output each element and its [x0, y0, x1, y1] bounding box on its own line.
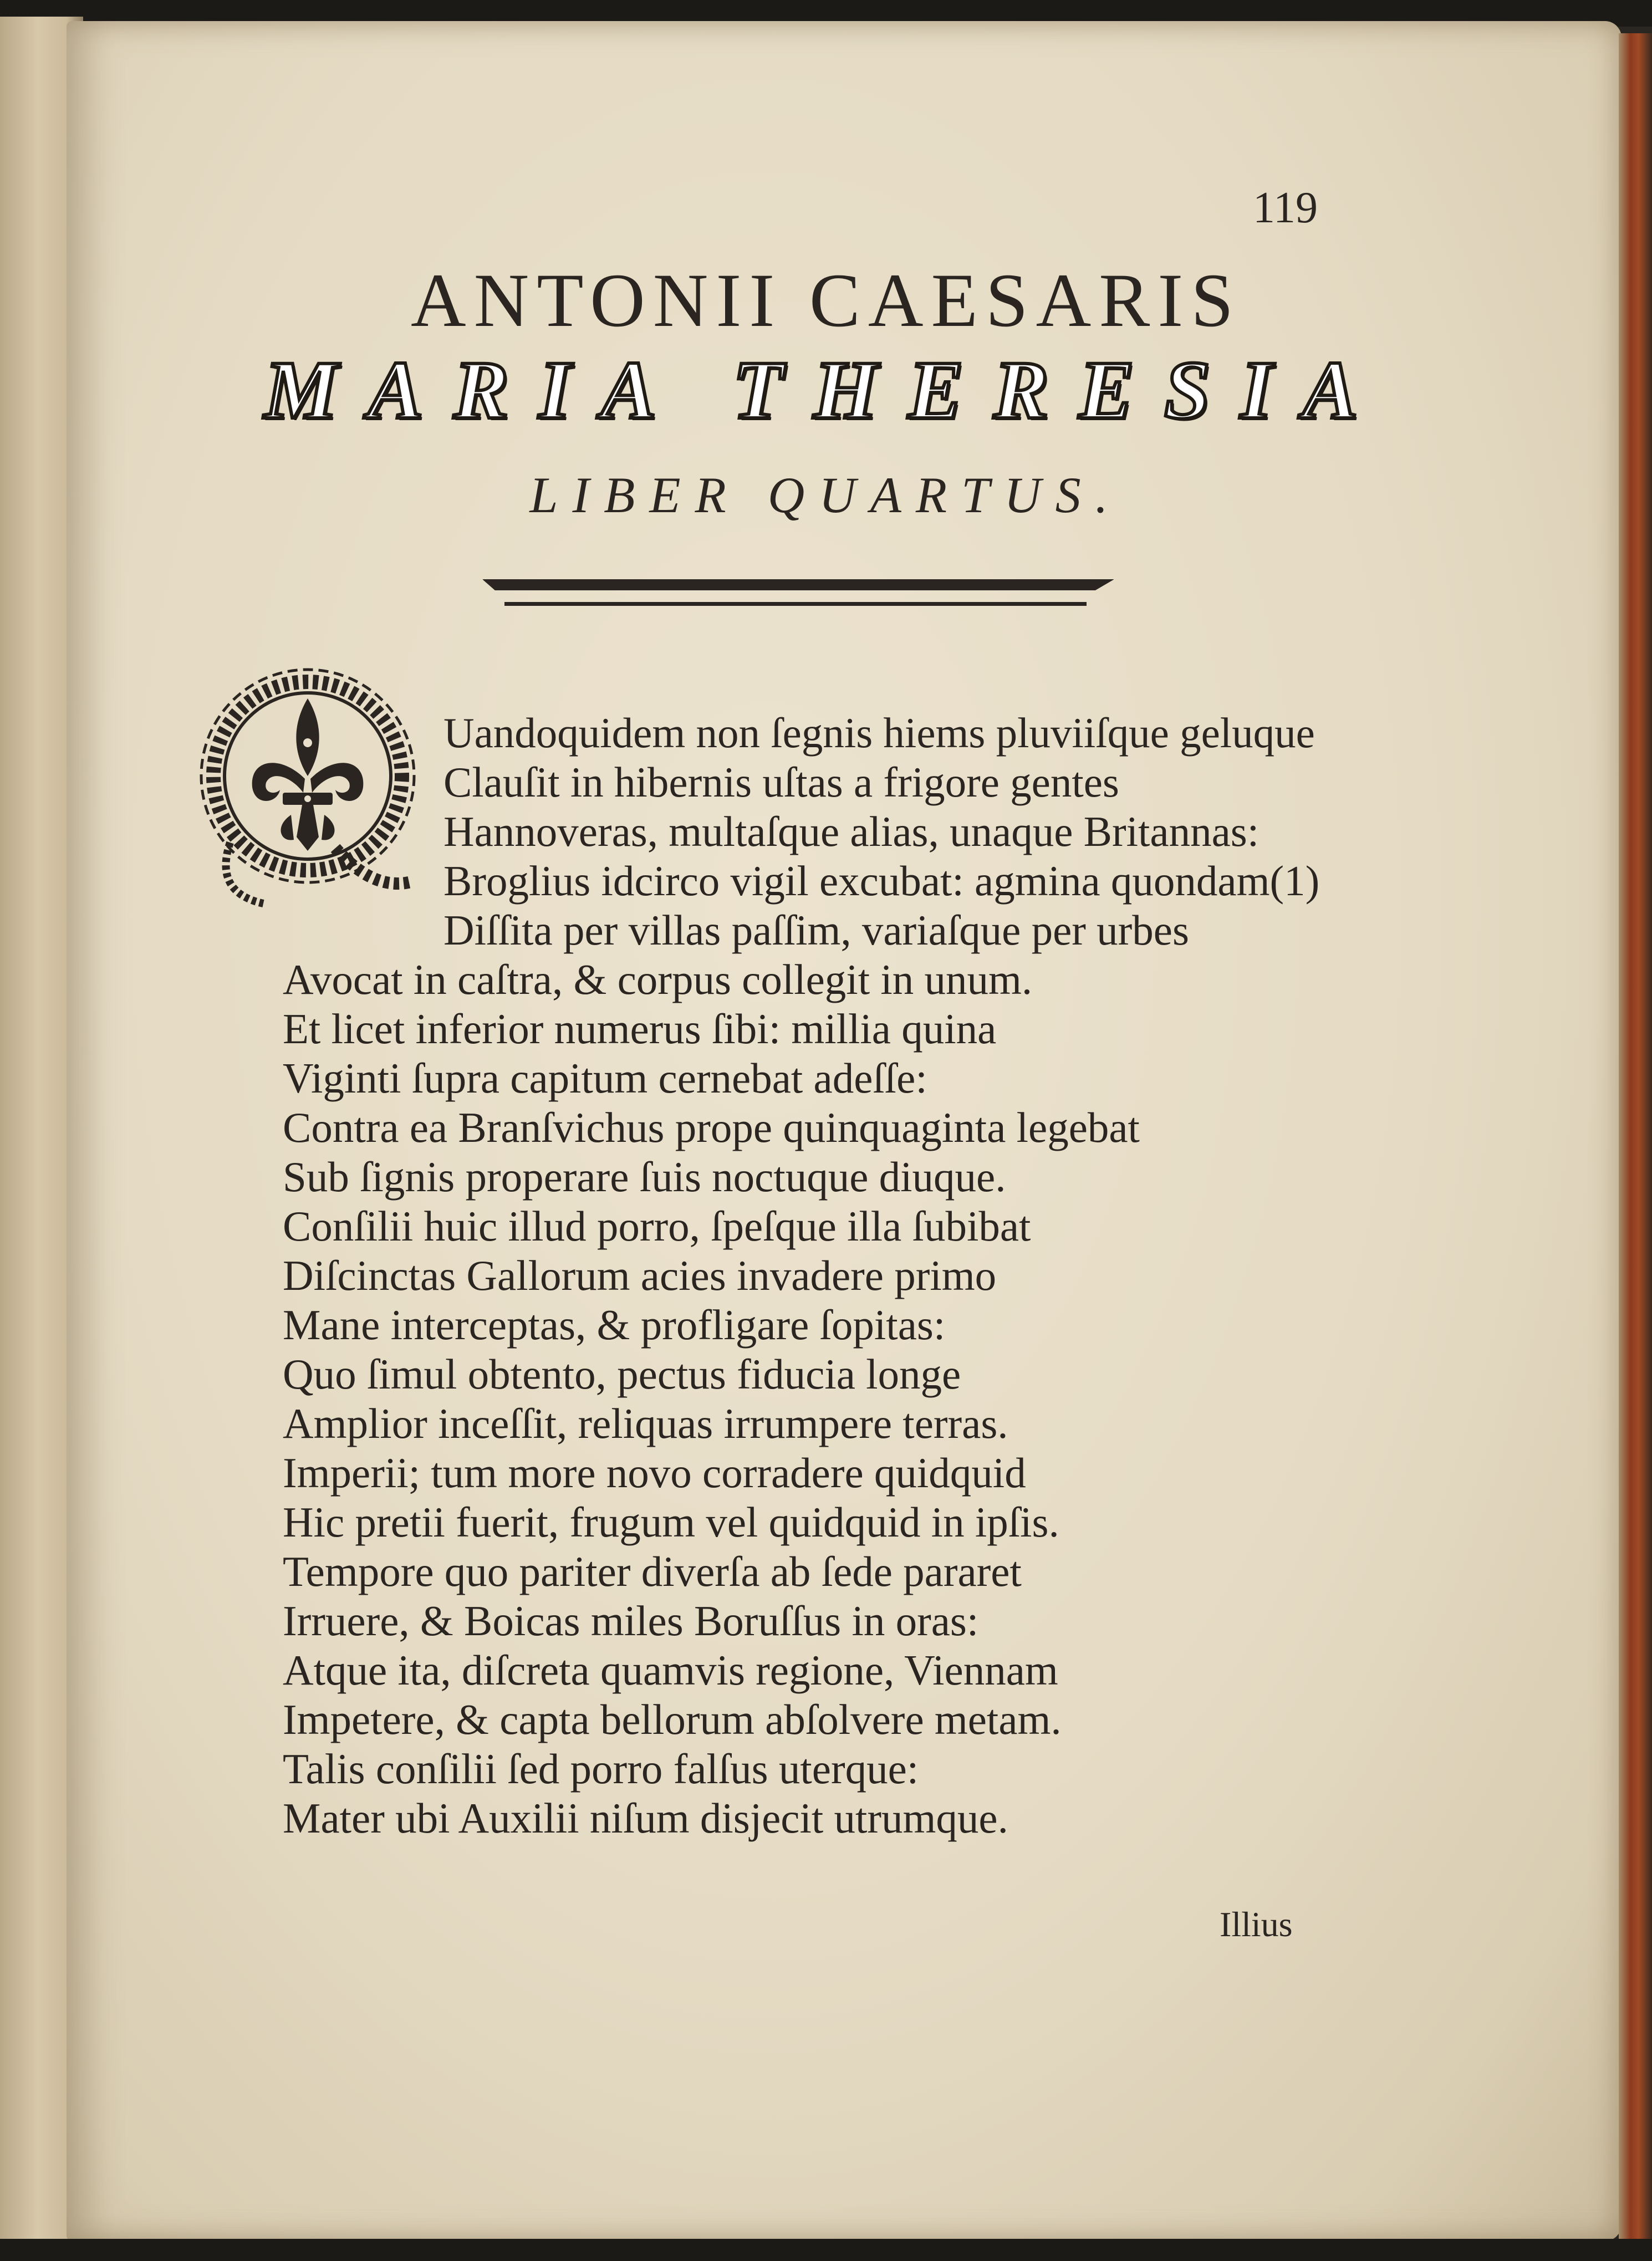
poem-line: Clauſit in hibernis uſtas a frigore gentes: [443, 758, 1119, 806]
fleur-de-lis-initial-icon: [197, 660, 419, 915]
poem-line: Atque ita, diſcreta quamvis regione, Viennam: [283, 1646, 1058, 1694]
book-title: MARIA THERESIA: [264, 344, 1388, 436]
scan-bottom-border: [0, 2239, 1652, 2261]
poem-line: Irruere, & Boicas miles Boruſſus in oras:: [283, 1597, 979, 1645]
poem-line: Diſcinctas Gallorum acies invadere primo: [283, 1252, 997, 1299]
poem-line: Sub ſignis properare ſuis noctuque diuque.: [283, 1153, 1006, 1201]
poem-line: Imperii; tum more novo corradere quidquid: [283, 1449, 1026, 1497]
poem-line: Amplior inceſſit, reliquas irrumpere terras.: [283, 1400, 1008, 1447]
book-subtitle: LIBER QUARTUS.: [529, 467, 1123, 523]
title-rule-thick: [482, 579, 1114, 590]
poem-line: Conſilii huic illud porro, ſpeſque illa ſubibat: [283, 1202, 1031, 1250]
poem-line: Impetere, & capta bellorum abſolvere metam.: [283, 1696, 1062, 1743]
poem-line: Broglius idcirco vigil excubat: agmina quondam(1): [443, 857, 1320, 905]
poem-line: Hic pretii fuerit, frugum vel quidquid in ipſis.: [283, 1498, 1059, 1546]
poem-line: Diſſita per villas paſſim, variaſque per urbes: [443, 906, 1189, 954]
poem-line: Mater ubi Auxilii niſum disjecit utrumque.: [283, 1794, 1008, 1842]
poem-line: Uandoquidem non ſegnis hiems pluviiſque geluque: [443, 709, 1315, 757]
page-number: 119: [1253, 183, 1318, 232]
poem-line: Tempore quo pariter diverſa ab ſede pararet: [283, 1548, 1022, 1595]
title-rule-thin: [504, 602, 1087, 606]
poem-line: Mane interceptas, & profligare ſopitas:: [283, 1301, 946, 1349]
poem-line: Talis conſilii ſed porro falſus uterque:: [283, 1745, 919, 1793]
author-heading: ANTONII CAESARIS: [410, 258, 1241, 343]
poem-line: Avocat in caſtra, & corpus collegit in unum.: [283, 956, 1033, 1003]
poem-line: Hannoveras, multaſque alias, unaque Britannas:: [443, 808, 1260, 855]
poem-line: Et licet inferior numerus ſibi: millia quina: [283, 1005, 997, 1053]
poem-line: Quo ſimul obtento, pectus fiducia longe: [283, 1350, 961, 1398]
poem-line: Contra ea Branſvichus prope quinquaginta legebat: [283, 1104, 1140, 1151]
catchword: Illius: [1220, 1905, 1293, 1944]
ornamental-initial-svg: [197, 660, 419, 915]
poem-line: Viginti ſupra capitum cernebat adeſſe:: [283, 1054, 927, 1102]
